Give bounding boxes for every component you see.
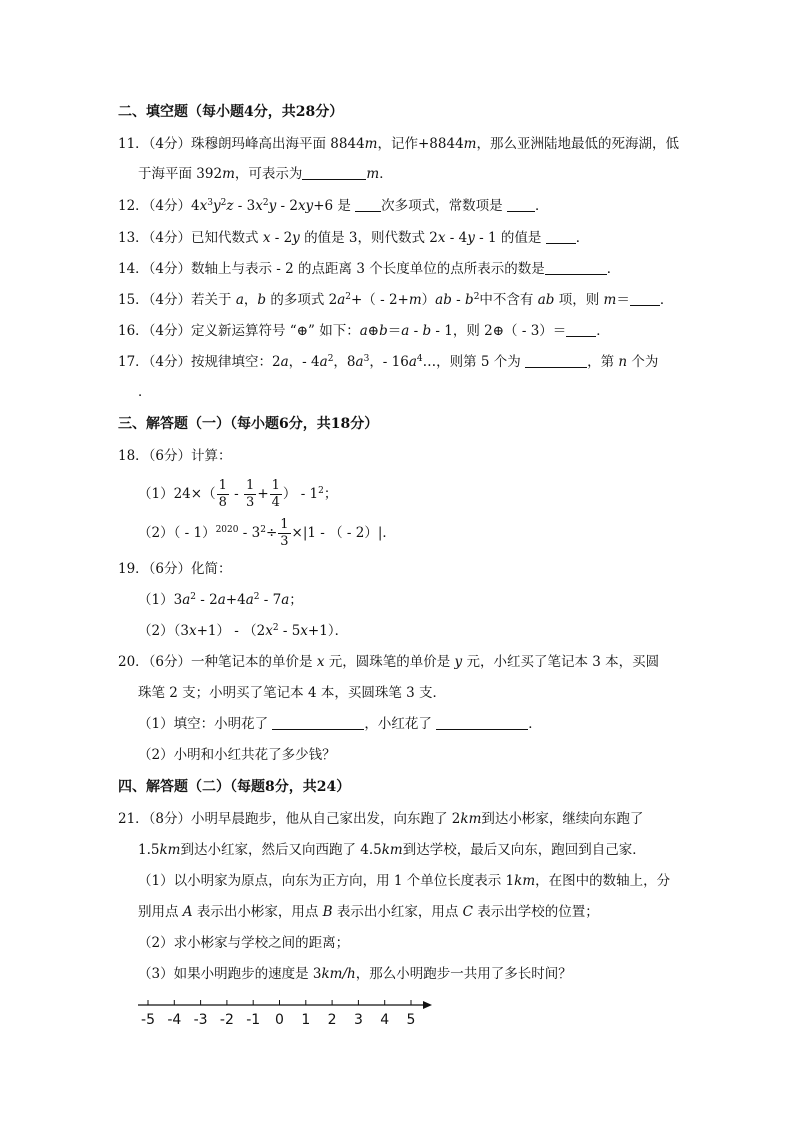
- question-20-line-1: [118, 652, 659, 672]
- q17-sup-3: 4: [416, 354, 423, 364]
- question-17-line-2: [138, 382, 152, 402]
- q21-unit-4: km: [514, 873, 536, 889]
- q15-text-f: ．: [659, 292, 674, 308]
- frac-den: 3: [246, 495, 255, 510]
- question-16: [118, 321, 610, 341]
- q15-answer-blank[interactable]: [630, 291, 660, 306]
- q15-text-l: ＝: [616, 292, 630, 308]
- q21-text-3b: ，那么小明跑步一共用了多长时间？: [355, 966, 572, 982]
- q17-var-2: a: [319, 354, 328, 370]
- number-line-label: -1: [246, 1012, 261, 1028]
- q15-var-4: m: [408, 292, 422, 308]
- q19-var-5: x: [188, 623, 197, 639]
- q12-sup-1: 3: [207, 198, 213, 208]
- q20-text-b: 元，圆珠笔的单价是: [324, 654, 455, 670]
- q11-unit-3: m: [222, 166, 235, 182]
- q18-sup-1: 2: [318, 486, 324, 496]
- question-21-part-3: [138, 964, 572, 984]
- q11-text-c: ，那么亚洲陆地最低的死海湖，低: [476, 136, 679, 152]
- section-2-title: 二、填空题（每小题4分，共28分）: [118, 104, 344, 120]
- q20-var-1: x: [316, 654, 325, 670]
- q19-text-1a: （1）3: [138, 592, 183, 608]
- q12-var-5: y: [268, 198, 277, 214]
- q17-text-a: 17．（4分）按规律填空：2: [118, 354, 281, 370]
- q11-unit-4: m: [366, 166, 380, 182]
- q16-var-3: a: [401, 323, 410, 339]
- number-line-ticks: [141, 1000, 415, 1028]
- q13-text-d: - 4: [445, 230, 468, 246]
- q19-text-1b: - 2: [195, 592, 218, 608]
- q11-text-a: 11．（4分）珠穆朗玛峰高出海平面 8844: [118, 136, 365, 152]
- frac-den: 3: [280, 534, 289, 549]
- q11-unit-2: m: [463, 136, 477, 152]
- q13-var-1: x: [262, 230, 271, 246]
- q11-answer-blank[interactable]: [302, 165, 366, 180]
- q13-text-a: 13．（4分）已知代数式: [118, 230, 263, 246]
- q20-var-2: y: [454, 654, 463, 670]
- q18-text-1d: ） - 1: [282, 486, 319, 502]
- q21-text-1a: （1）以小明家为原点，向东为正方向，用 1 个单位长度表示 1: [138, 873, 515, 889]
- q19-text-1e: ；: [289, 592, 303, 608]
- fraction-1-3: [278, 517, 290, 550]
- q17-text-b: ，- 4: [288, 354, 320, 370]
- frac-den: 8: [218, 495, 227, 510]
- q12-text-f: ．: [534, 198, 549, 214]
- q19-text-2d: +1）．: [307, 623, 349, 639]
- q14-answer-blank[interactable]: [545, 260, 607, 275]
- q13-text-c: 的值是 3，则代数式 2: [299, 230, 438, 246]
- q12-blank-2[interactable]: [507, 197, 535, 212]
- q17-text-h: 个为: [627, 354, 659, 370]
- question-19-part-2: [138, 621, 348, 641]
- q21-text-1d: 表示出小彬家，用点: [192, 904, 323, 920]
- q21-point-a: A: [182, 904, 193, 920]
- q21-unit-3: km: [381, 842, 403, 858]
- section-4-title: 四、解答题（二）（每题8分，共24）: [118, 779, 351, 795]
- q20-blank-xiaohong[interactable]: [436, 715, 528, 730]
- number-line-label: -4: [167, 1012, 182, 1028]
- q19-text-2a: （2）（3: [138, 623, 189, 639]
- q13-var-2: y: [292, 230, 300, 246]
- q21-unit-2: km: [159, 842, 181, 858]
- q17-var-3: a: [355, 354, 364, 370]
- q21-point-c: C: [462, 904, 473, 920]
- q15-text-h: 中不含有: [479, 292, 538, 308]
- q19-text-2b: +1） - （2: [196, 623, 266, 639]
- q19-sup-3: 2: [272, 623, 279, 633]
- q12-sup-2: 2: [220, 198, 227, 208]
- q18-text-2b: - 3: [238, 525, 261, 541]
- q20-text-a: 20．（6分）一种笔记本的单价是: [118, 654, 317, 670]
- question-12: [118, 196, 548, 216]
- number-line-label: 4: [380, 1012, 390, 1028]
- q21-text-1f: 表示出学校的位置；: [473, 904, 599, 920]
- q19-var-1: a: [182, 592, 191, 608]
- q13-text-b: - 2: [270, 230, 293, 246]
- q16-var-1: a: [359, 323, 368, 339]
- question-19-head: 19．（6分）化简：: [118, 561, 232, 577]
- q13-answer-blank[interactable]: [546, 229, 576, 244]
- q21-unit-5: km/h: [321, 966, 356, 982]
- number-line-label: 2: [327, 1012, 337, 1028]
- q21-text-d: 到达小红家，然后又向西跑了 4.5: [180, 842, 382, 858]
- q20-text-c: 元，小红买了笔记本 3 本，买圆: [462, 654, 660, 670]
- q17-blank-1[interactable]: [525, 353, 587, 368]
- q12-text-a: 12．（4分）4: [118, 198, 200, 214]
- frac-num: 1: [271, 478, 280, 493]
- frac-num: 1: [218, 478, 227, 493]
- q15-sup-1: 2: [345, 292, 351, 302]
- frac-num: 1: [246, 478, 255, 493]
- q15-sup-2: 2: [473, 292, 480, 302]
- q20-blank-xiaoming[interactable]: [272, 715, 364, 730]
- question-20-line-2: 珠笔 2 支；小明买了笔记本 4 本，买圆珠笔 3 支．: [138, 685, 447, 701]
- number-line-label: 5: [406, 1012, 416, 1028]
- q19-text-1d: - 7: [259, 592, 282, 608]
- q15-text-d: +（ - 2+: [351, 292, 409, 308]
- question-17-line-1: [118, 352, 658, 372]
- q17-var-1: a: [280, 354, 289, 370]
- q17-text-e: …，则第 5 个为: [422, 354, 526, 370]
- question-18-part-2: [138, 515, 396, 551]
- q16-text-f: ．: [596, 323, 610, 339]
- q21-text-1e: 表示出小红家，用点: [332, 904, 463, 920]
- q18-text-1e: ；: [323, 486, 338, 502]
- q17-text-g: ，第: [587, 354, 619, 370]
- q18-sup-3: 2: [260, 525, 266, 535]
- q18-text-2a: （2）（ - 1）: [138, 525, 216, 541]
- q15-text-c: 的多项式 2: [266, 292, 338, 308]
- q13-var-4: y: [467, 230, 475, 246]
- fraction-1-4: [270, 478, 282, 511]
- question-21-part-2: （2）求小彬家与学校之间的距离；: [138, 935, 350, 951]
- question-21-line-2: [138, 840, 646, 860]
- q19-text-1c: +4: [225, 592, 246, 608]
- q15-var-6: b: [465, 292, 474, 308]
- question-13: [118, 228, 589, 248]
- question-11-line-2: [138, 164, 393, 184]
- q17-text-f: ．: [138, 384, 152, 400]
- q18-text-2d: ×|1 - （ - 2）|．: [291, 525, 396, 541]
- q12-text-e: 次多项式，常数项是: [381, 198, 507, 214]
- q19-sup-2: 2: [253, 592, 260, 602]
- question-19-part-1: [138, 590, 303, 610]
- number-line: [136, 995, 436, 1029]
- q19-var-3: a: [245, 592, 254, 608]
- q11-text-d: 于海平面 392: [138, 166, 223, 182]
- q21-text-e: 到达学校，最后又向东，跑回到自己家．: [402, 842, 646, 858]
- q12-var-3: z: [226, 198, 234, 214]
- frac-den: 4: [271, 495, 280, 510]
- q15-text-e: ）: [421, 292, 436, 308]
- q17-var-4: a: [408, 354, 417, 370]
- q17-text-c: ，8: [333, 354, 356, 370]
- number-line-arrow-icon: [423, 1001, 432, 1009]
- q15-var-3: a: [337, 292, 346, 308]
- q18-sup-2: 2020: [215, 525, 239, 535]
- q12-blank-1[interactable]: [355, 197, 381, 212]
- number-line-label: -3: [193, 1012, 208, 1028]
- q20-text-1a: （1）填空：小明花了: [138, 716, 273, 732]
- q15-text-g: -: [451, 292, 466, 308]
- question-15: [118, 290, 673, 310]
- q19-var-2: a: [217, 592, 226, 608]
- q12-text-c: - 2: [276, 198, 298, 214]
- question-14: [118, 259, 620, 279]
- q21-text-b: 到达小彬家，继续向东跑了: [481, 811, 644, 827]
- q11-text-f: ．: [379, 166, 393, 182]
- q16-var-4: b: [422, 323, 432, 339]
- section-3-title: 三、解答题（一）（每小题6分，共18分）: [118, 416, 379, 432]
- question-20-part-1: [138, 714, 542, 734]
- number-line-label: 3: [353, 1012, 363, 1028]
- q18-text-1a: （1）24×（: [138, 486, 216, 502]
- q14-text-f: ．: [606, 261, 621, 277]
- q12-sup-3: 2: [262, 198, 269, 208]
- q20-text-1c: ．: [528, 716, 542, 732]
- q19-var-4: a: [281, 592, 290, 608]
- q17-var-5: n: [618, 354, 628, 370]
- number-line-label: 1: [301, 1012, 311, 1028]
- q16-text-c: ＝: [387, 323, 402, 339]
- q17-text-d: ，- 16: [369, 354, 409, 370]
- q12-var-2: y: [212, 198, 221, 214]
- q18-text-2c: ÷: [265, 525, 278, 541]
- q15-text-k: 项，则: [554, 292, 604, 308]
- q15-text-b: ，: [243, 292, 258, 308]
- q16-text-a: 16．（4分）定义新运算符号 “⊕” 如下：: [118, 323, 360, 339]
- q16-var-2: b: [379, 323, 388, 339]
- q20-text-1b: ，小红花了: [364, 716, 437, 732]
- number-line-label: -2: [219, 1012, 234, 1028]
- number-line-label: 0: [275, 1012, 284, 1028]
- q15-var-8: m: [603, 292, 617, 308]
- question-18-head: 18．（6分）计算：: [118, 448, 232, 464]
- question-20-part-2: （2）小明和小红共花了多少钱？: [138, 747, 336, 763]
- number-line-label: -5: [141, 1012, 155, 1028]
- q21-text-c: 1.5: [138, 842, 160, 858]
- q11-text-e: ，可表示为: [234, 166, 303, 182]
- fraction-1-8: [217, 478, 229, 511]
- q21-text-1c: 别用点: [138, 904, 183, 920]
- frac-num: 1: [280, 517, 289, 532]
- question-11-line-1: [118, 134, 679, 154]
- q16-text-e: - 1，则 2⊕（ - 3）＝: [431, 323, 567, 339]
- q15-var-7: ab: [537, 292, 555, 308]
- q15-text-a: 15．（4分）若关于: [118, 292, 236, 308]
- q11-unit-1: m: [364, 136, 378, 152]
- question-21-part-1-line-1: [138, 871, 670, 891]
- q18-text-1b: -: [229, 486, 244, 502]
- question-21-part-1-line-2: [138, 902, 599, 922]
- q17-sup-2: 3: [363, 354, 370, 364]
- q19-sup-1: 2: [190, 592, 196, 602]
- q21-text-1b: ，在图中的数轴上，分: [535, 873, 671, 889]
- question-21-line-1: [118, 809, 643, 829]
- q21-text-a: 21．（8分）小明早晨跑步，他从自己家出发，向东跑了 2: [118, 811, 461, 827]
- q21-text-3a: （3）如果小明跑步的速度是 3: [138, 966, 322, 982]
- question-18-part-1: [138, 476, 337, 512]
- q15-var-5: ab: [435, 292, 452, 308]
- q19-text-2c: - 5: [278, 623, 301, 639]
- q16-text-d: -: [409, 323, 423, 339]
- q12-text-d: +6 是: [313, 198, 356, 214]
- q15-var-1: a: [235, 292, 244, 308]
- q21-unit-1: km: [460, 811, 482, 827]
- q12-text-b: - 3: [233, 198, 256, 214]
- q18-text-1c: +: [257, 486, 269, 502]
- q12-var-1: x: [199, 198, 208, 214]
- q19-var-6: x: [265, 623, 273, 639]
- q19-var-7: x: [300, 623, 308, 639]
- q13-text-f: ．: [575, 230, 590, 246]
- fraction-1-3: [244, 478, 256, 511]
- q21-point-b: B: [322, 904, 333, 920]
- q13-var-3: x: [437, 230, 446, 246]
- q16-answer-blank[interactable]: [566, 322, 596, 337]
- q13-text-e: - 1 的值是: [474, 230, 546, 246]
- q14-text-a: 14．（4分）数轴上与表示 - 2 的点距离 3 个长度单位的点所表示的数是: [118, 261, 545, 277]
- q17-sup-1: 2: [327, 354, 334, 364]
- q15-var-2: b: [257, 292, 267, 308]
- q11-text-b: ，记作+8844: [377, 136, 464, 152]
- q16-text-b: ⊕: [367, 323, 380, 339]
- q12-var-6: xy: [297, 198, 314, 214]
- q12-var-4: x: [255, 198, 263, 214]
